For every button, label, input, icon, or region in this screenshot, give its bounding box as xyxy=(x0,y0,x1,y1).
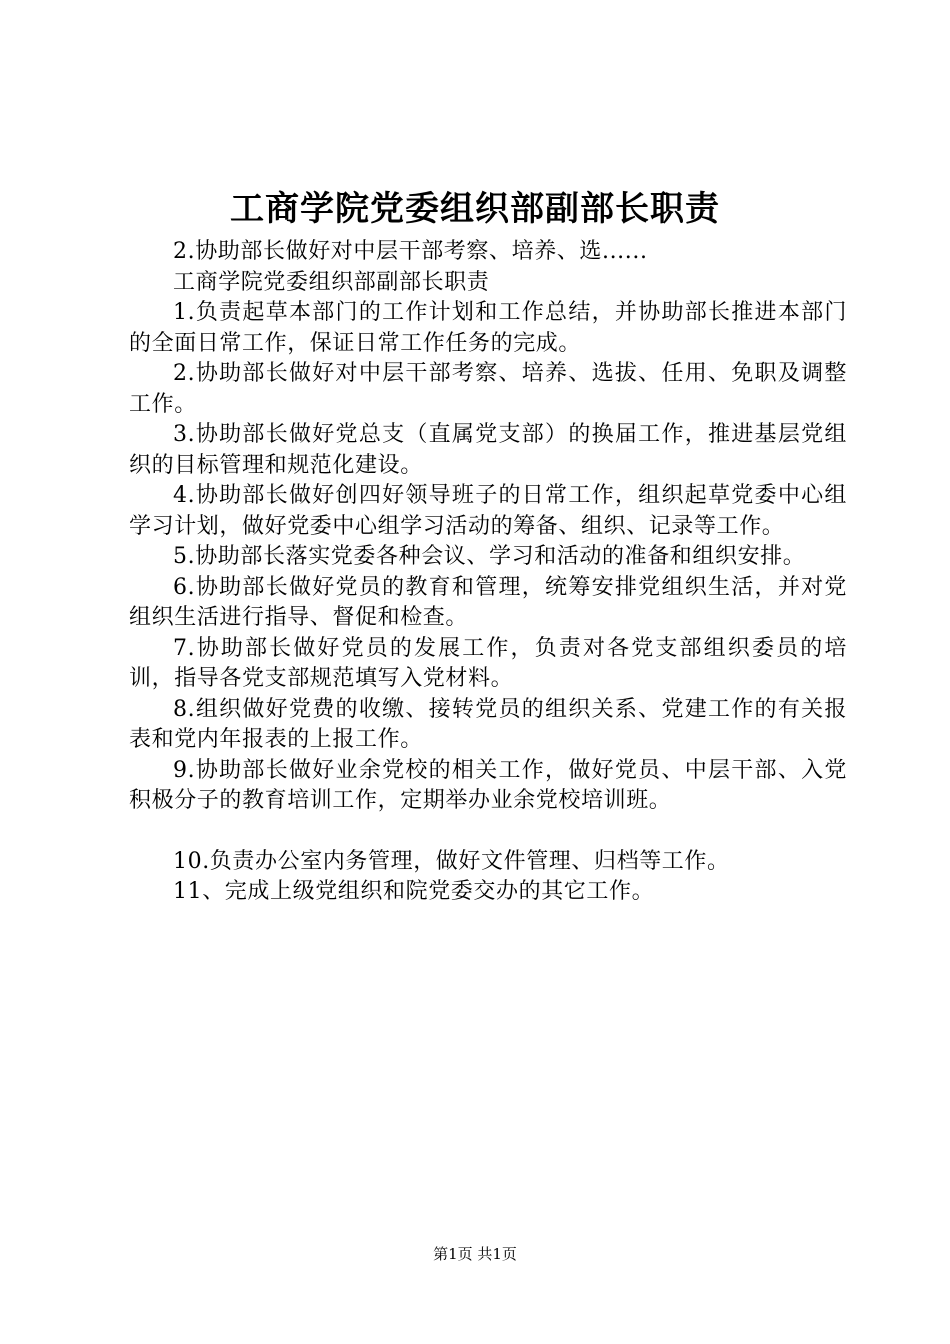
paragraph-item-3: 3.协助部长做好党总支（直属党支部）的换届工作，推进基层党组织的目标管理和规范化建设。 xyxy=(129,422,847,478)
paragraph-item-11: 11、完成上级党组织和院党委交办的其它工作。 xyxy=(173,879,655,904)
page-footer: 第1页 共1页 xyxy=(433,1245,517,1263)
document-title: 工商学院党委组织部副部长职责 xyxy=(230,189,720,229)
paragraph-item-2: 2.协助部长做好对中层干部考察、培养、选拔、任用、免职及调整工作。 xyxy=(129,361,847,417)
paragraph-item-10: 10.负责办公室内务管理，做好文件管理、归档等工作。 xyxy=(173,848,730,874)
paragraph-item-5: 5.协助部长落实党委各种会议、学习和活动的准备和组织安排。 xyxy=(173,544,806,569)
paragraph-item-1: 1.负责起草本部门的工作计划和工作总结，并协助部长推进本部门的全面日常工作，保证日常工作任务的完成。 xyxy=(129,300,847,356)
paragraph-item-4: 4.协助部长做好创四好领导班子的日常工作，组织起草党委中心组学习计划，做好党委中心组学习活动的筹备、组织、记录等工作。 xyxy=(129,483,847,539)
paragraph-item-8: 8.组织做好党费的收缴、接转党员的组织关系、党建工作的有关报表和党内年报表的上报工作。 xyxy=(129,696,847,752)
paragraph-item-6: 6.协助部长做好党员的教育和管理，统筹安排党组织生活，并对党组织生活进行指导、督促和检查。 xyxy=(129,574,847,630)
paragraph-item-9: 9.协助部长做好业余党校的相关工作，做好党员、中层干部、入党积极分子的教育培训工作，定期举办业余党校培训班。 xyxy=(129,757,847,813)
paragraph-subtitle: 工商学院党委组织部副部长职责 xyxy=(173,269,490,295)
paragraph-item-7: 7.协助部长做好党员的发展工作，负责对各党支部组织委员的培训，指导各党支部规范填写入党材料。 xyxy=(129,635,847,691)
paragraph-excerpt: 2.协助部长做好对中层干部考察、培养、选...... xyxy=(173,239,648,264)
document-body xyxy=(129,237,847,908)
